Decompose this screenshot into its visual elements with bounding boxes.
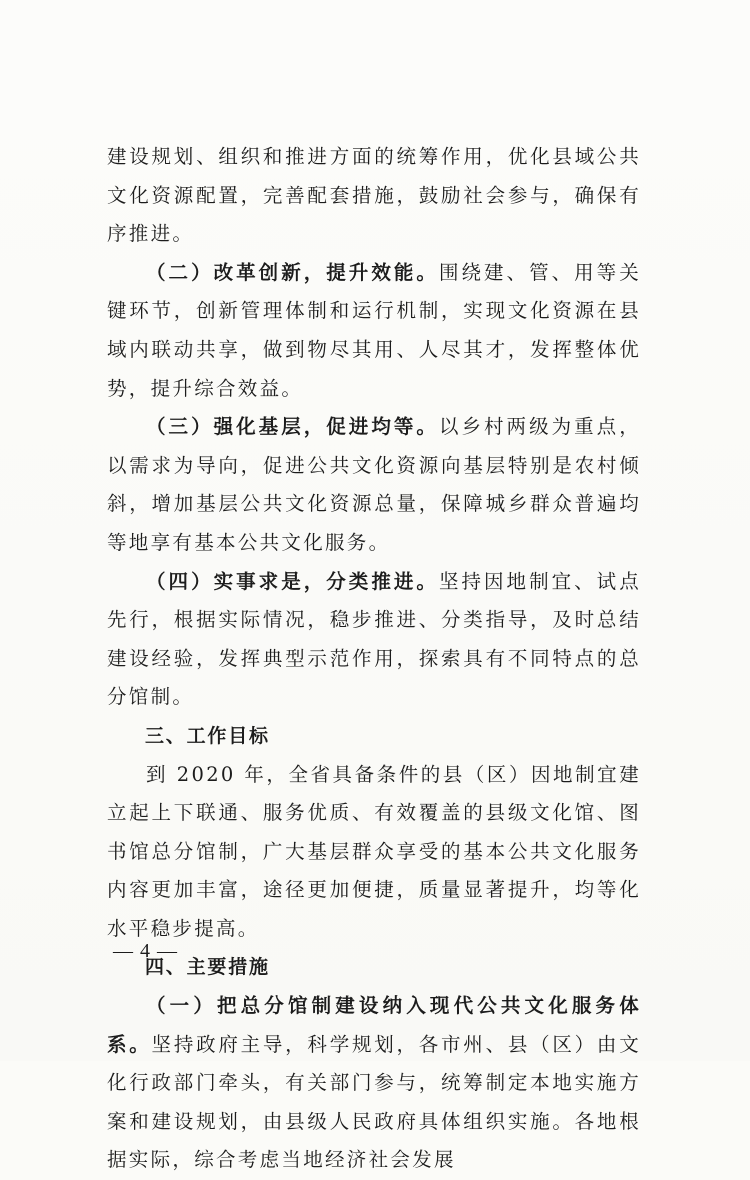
section-heading-goals: 三、工作目标 xyxy=(145,724,270,747)
page-number: — 4 — xyxy=(113,940,178,962)
paragraph-lead: （二）改革创新，提升效能。 xyxy=(146,260,439,284)
paragraph-reform-innovation xyxy=(107,254,641,408)
section-heading-measures: 四、主要措施 xyxy=(145,956,270,979)
paragraph-lead: （三）强化基层，促进均等。 xyxy=(146,415,439,439)
paragraph-measures-1 xyxy=(107,987,641,1180)
document-body xyxy=(107,138,641,1180)
paragraph-grassroots xyxy=(107,408,641,562)
paragraph-text: 建设规划、组织和推进方面的统筹作用，优化县域公共文化资源配置，完善配套措施，鼓励社会参与，确保有序推进。 xyxy=(107,145,641,246)
paragraph-text: 坚持政府主导，科学规划，各市州、县（区）由文化行政部门牵头，有关部门参与，统筹制定本地实施方案和建设规划，由县级人民政府具体组织实施。各地根据实际，综合考虑当地经济社会发展 xyxy=(107,1032,641,1172)
paragraph-lead: （一）把总分馆制建设纳入现代公共文化服务体系。 xyxy=(107,994,641,1056)
paragraph-goals xyxy=(107,756,641,949)
paragraph-text: 坚持因地制宜、试点先行，根据实际情况，稳步推进、分类指导，及时总结建设经验，发挥典型示范作用，探索具有不同特点的总分馆制。 xyxy=(107,569,642,709)
paragraph-text: 围绕建、管、用等关键环节，创新管理体制和运行机制，实现文化资源在县域内联动共享，做到物尽其用、人尽其才，发挥整体优势，提升综合效益。 xyxy=(107,260,642,400)
paragraph-pragmatic xyxy=(107,563,641,717)
paragraph-text: 以乡村两级为重点，以需求为导向，促进公共文化资源向基层特别是农村倾斜，增加基层公共文化资源总量，保障城乡群众普遍均等地享有基本公共文化服务。 xyxy=(107,415,642,554)
paragraph-lead: （四）实事求是，分类推进。 xyxy=(146,569,439,593)
paragraph-text: 到 2020 年，全省具备条件的县（区）因地制宜建立起上下联通、服务优质、有效覆盖的县级文化馆、图书馆总分馆制，广大基层群众享受的基本公共文化服务内容更加丰富，途径更加便捷，质量显著提升，均等化水平稳步提高。 xyxy=(107,762,641,940)
paragraph-continuation xyxy=(107,138,641,254)
